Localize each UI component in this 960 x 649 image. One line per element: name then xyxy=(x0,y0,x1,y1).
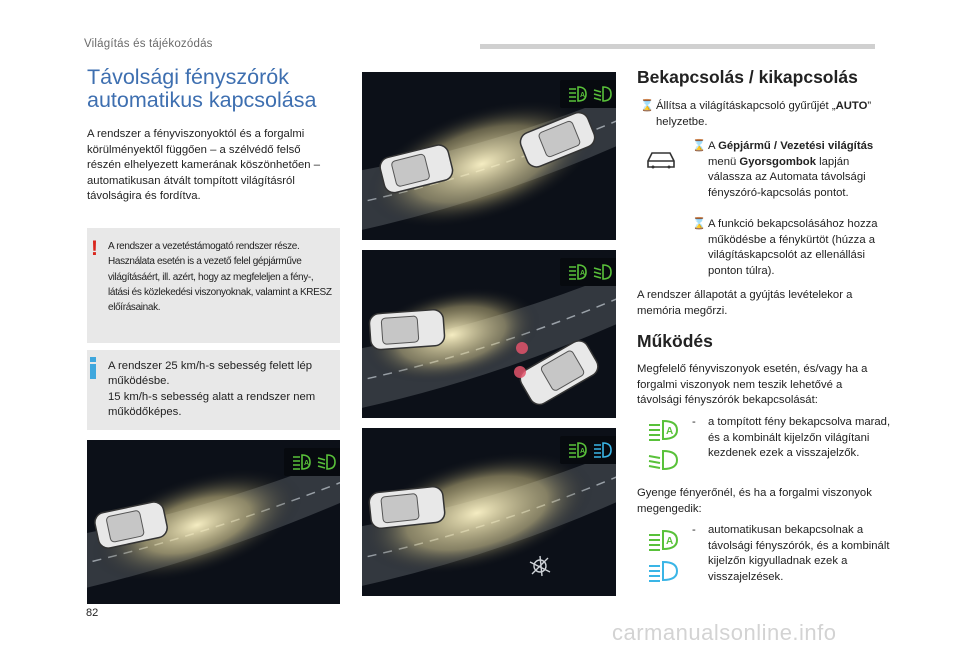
step-3 xyxy=(692,217,892,279)
title-line-2: automatikus kapcsolása xyxy=(87,88,317,112)
condition-1: Megfelelő fényviszonyok esetén, és/vagy ha a forgalmi viszonyok nem teszik lehetővé a távolsági fényszórók bekapcsolását: xyxy=(637,363,868,406)
lowbeam-icon xyxy=(647,449,679,471)
info-icon xyxy=(90,357,96,379)
lowbeam-icon xyxy=(592,263,612,281)
auto-highbeam-icon xyxy=(647,529,679,551)
auto-lowbeam-icon xyxy=(567,85,587,103)
auto-lowbeam-icon xyxy=(567,263,587,281)
page-title xyxy=(87,66,347,112)
intro-paragraph: A rendszer a fényviszonyoktól és a forgalmi körülményektől függően – a szélvédő felső részén elhelyezett kamerának köszönhetően – automatikusan átvált tompított világításról távolságira és fordítva. xyxy=(87,128,320,202)
step-1-text: Állítsa a világításkapcsoló gyűrűjét „AUTO” helyzetbe. xyxy=(656,100,872,128)
condition-2: Gyenge fényerőnél, és ha a forgalmi viszonyok megengedik: xyxy=(637,487,872,515)
auto-lowbeam-icon xyxy=(291,453,311,471)
title-line-1: Távolsági fényszórók xyxy=(87,65,289,89)
step-2-text: A Gépjármű / Vezetési világítás menü Gyorsgombok lapján válassza az Automata távolsági fényszóró-kapcsolás pontot. xyxy=(708,140,874,199)
result-2-text: automatikusan bekapcsolnak a távolsági fényszórók, és a kombinált kijelzőn kigyulladnak ezek a visszajelzések. xyxy=(708,524,890,583)
section-header: Világítás és tájékozódás xyxy=(84,38,213,50)
result-2 xyxy=(692,523,892,585)
step-2 xyxy=(692,139,892,201)
car-settings-icon xyxy=(645,149,677,171)
watermark: carmanualsonline.info xyxy=(612,620,837,645)
indicator-panel xyxy=(560,436,616,464)
memory-text: A rendszer állapotát a gyújtás levételekor a memória megőrzi. xyxy=(637,289,853,317)
step-3-text: A funkció bekapcsolásához hozza működésbe a fénykürtöt (húzza a világításkapcsolót az ellenállási ponton túlra). xyxy=(708,218,878,277)
indicator-panel xyxy=(560,80,616,108)
page-number: 82 xyxy=(86,607,99,619)
bullet-arrow-icon: ⌛ xyxy=(692,218,707,230)
auto-highbeam-icon xyxy=(567,441,587,459)
svg-text:A: A xyxy=(666,536,674,547)
warning-icon: ! xyxy=(91,237,98,260)
svg-text:A: A xyxy=(579,448,585,455)
highbeam-icon xyxy=(647,560,679,582)
heading-working: Működés xyxy=(637,331,713,351)
svg-text:A: A xyxy=(579,92,585,99)
svg-text:A: A xyxy=(303,460,309,467)
bullet-arrow-icon: ⌛ xyxy=(640,100,655,112)
lowbeam-icon xyxy=(592,85,612,103)
lowbeam-icon xyxy=(316,453,336,471)
scene-high-beam-left xyxy=(87,440,340,604)
highbeam-icon xyxy=(592,441,612,459)
auto-lowbeam-icon xyxy=(647,419,679,441)
heading-on-off: Bekapcsolás / kikapcsolás xyxy=(637,67,858,87)
scene-oncoming-traffic xyxy=(362,250,616,418)
result-1-text: a tompított fény bekapcsolva marad, és a kombinált kijelzőn világítani kezdenek ezek a visszajelzők. xyxy=(708,416,891,459)
svg-text:A: A xyxy=(666,426,674,437)
svg-text:A: A xyxy=(579,270,585,277)
scene-low-beam xyxy=(362,72,616,240)
scene-high-beam-right xyxy=(362,428,616,596)
result-1 xyxy=(692,415,892,462)
indicator-panel xyxy=(284,448,340,476)
step-1 xyxy=(640,99,890,130)
dash: - xyxy=(692,524,696,536)
info-text: A rendszer 25 km/h-s sebesség felett lép működésbe. 15 km/h-s sebesség alatt a rendszer nem működőképes. xyxy=(108,360,316,418)
dash: - xyxy=(692,416,696,428)
warning-text: A rendszer a vezetéstámogató rendszer része. Használata esetén is a vezető felel gépjárműve világításáért, ill. azért, hogy az megfeleljen a fény-, látási és közlekedési viszonyoknak, valamint a KRESZ előírásainak. xyxy=(108,241,332,314)
header-rule xyxy=(480,44,875,49)
indicator-panel xyxy=(560,258,616,286)
bullet-arrow-icon: ⌛ xyxy=(692,140,707,152)
